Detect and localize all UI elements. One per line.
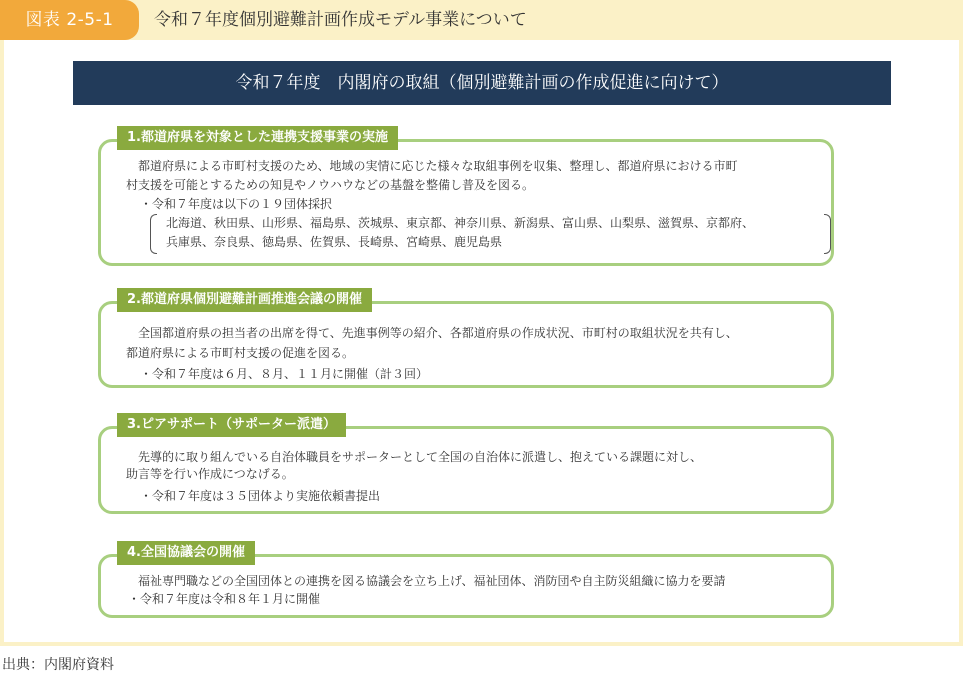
- section-1-body-line2: 村支援を可能とするための知見やノウハウなどの基盤を整備し普及を図る。: [126, 178, 535, 192]
- section-3-body-line2: 助言等を行い作成につなげる。: [126, 467, 294, 481]
- section-1-list-line1: 北海道、秋田県、山形県、福島県、茨城県、東京都、神奈川県、新潟県、富山県、山梨県、滋賀県、京都府、: [166, 216, 755, 230]
- section-2-body-line2: 都道府県による市町村支援の促進を図る。: [126, 346, 355, 360]
- section-1-label: 1.都道府県を対象とした連携支援事業の実施: [117, 126, 398, 150]
- section-4-label: 4.全国協議会の開催: [117, 541, 255, 565]
- source-note: 出典：内閣府資料: [2, 657, 114, 673]
- section-2-body-line1: 全国都道府県の担当者の出席を得て、先進事例等の紹介、各都道府県の作成状況、市町村の取組状況を共有し、: [138, 326, 738, 340]
- section-3-label: 3.ピアサポート（サポーター派遣）: [117, 413, 346, 437]
- section-3-body-line1: 先導的に取り組んでいる自治体職員をサポーターとして全国の自治体に派遣し、抱えている課題に対し、: [138, 450, 703, 464]
- section-2-bullet: ・令和７年度は６月、８月、１１月に開催（計３回）: [140, 367, 429, 381]
- section-4-bullet: ・令和７年度は令和８年１月に開催: [128, 592, 321, 606]
- left-bracket: [150, 214, 157, 254]
- section-1-bullet: ・令和７年度は以下の１９団体採択: [140, 197, 333, 211]
- section-4-body-line1: 福祉専門職などの全国団体との連携を図る協議会を立ち上げ、福祉団体、消防団や自主防災組織に協力を要請: [138, 574, 726, 588]
- section-1-body-line1: 都道府県による市町村支援のため、地域の実情に応じた様々な取組事例を収集、整理し、都道府県における市町: [138, 159, 738, 173]
- figure-number-badge: 図表 2-5-1: [0, 0, 139, 40]
- section-1-list-line2: 兵庫県、奈良県、徳島県、佐賀県、長崎県、宮崎県、鹿児島県: [166, 235, 503, 249]
- section-3-bullet: ・令和７年度は３５団体より実施依頼書提出: [140, 489, 381, 503]
- main-banner: 令和７年度 内閣府の取組（個別避難計画の作成促進に向けて）: [73, 61, 891, 105]
- figure-title: 令和７年度個別避難計画作成モデル事業について: [154, 10, 527, 30]
- right-bracket: [824, 214, 831, 254]
- section-2-label: 2.都道府県個別避難計画推進会議の開催: [117, 288, 372, 312]
